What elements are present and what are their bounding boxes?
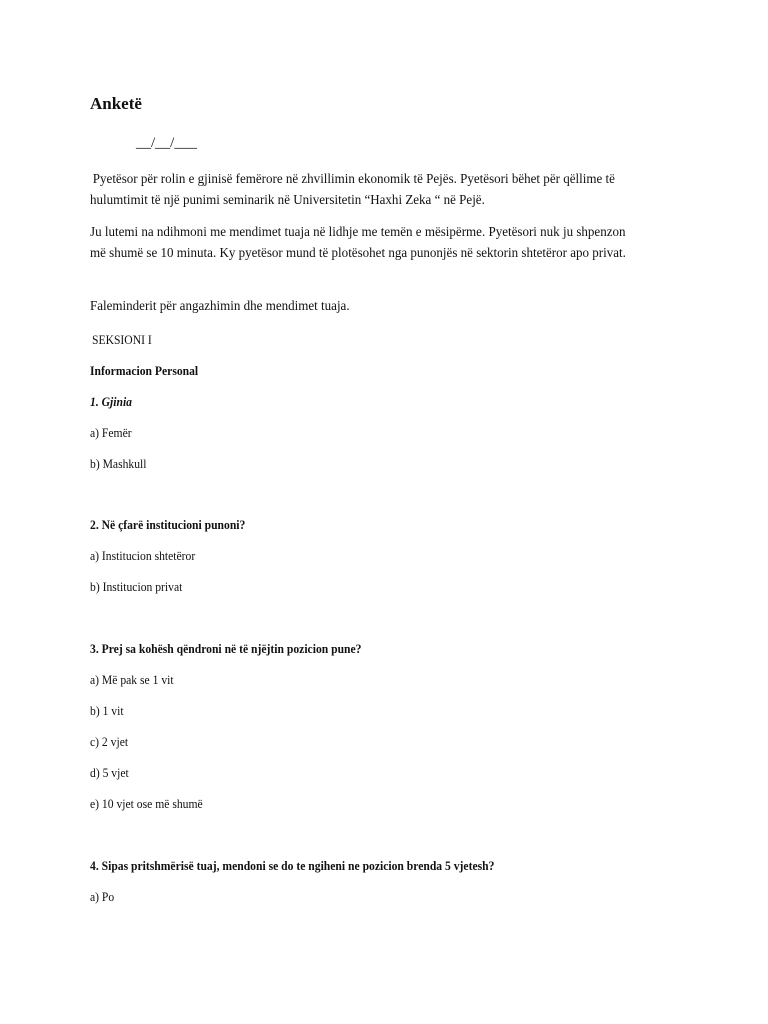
question-2-option-b: b) Institucion privat — [90, 580, 183, 594]
question-1-option-a: a) Femër — [90, 426, 132, 440]
intro-paragraph: Pyetësor për rolin e gjinisë femërore në zhvillimin ekonomik të Pejës. Pyetësori bëhet për qëllime të hulumtimit të një punimi seminarik në Universitetin “Haxhi Zeka “ në Pejë. — [90, 172, 615, 208]
question-3-option-b: b) 1 vit — [90, 704, 124, 718]
question-3-option-a: a) Më pak se 1 vit — [90, 673, 174, 687]
section-label: SEKSIONI I — [92, 333, 152, 347]
question-2-option-a: a) Institucion shtetëror — [90, 549, 196, 563]
question-3: 3. Prej sa kohësh qëndroni në të njëjtin pozicion pune? — [90, 642, 362, 656]
question-1: 1. Gjinia — [90, 395, 132, 409]
question-1-option-b: b) Mashkull — [90, 457, 147, 471]
document-title: Anketë — [90, 94, 142, 113]
question-3-option-e: e) 10 vjet ose më shumë — [90, 797, 203, 811]
question-3-option-c: c) 2 vjet — [90, 735, 129, 749]
question-4: 4. Sipas pritshmërisë tuaj, mendoni se do te ngiheni ne pozicion brenda 5 vjetesh? — [90, 859, 495, 873]
instructions-paragraph: Ju lutemi na ndihmoni me mendimet tuaja në lidhje me temën e mësipërme. Pyetësori nuk ju shpenzon më shumë se 10 minuta. Ky pyetësor mund të plotësohet nga punonjës në sektorin shtetëror apo privat. — [90, 225, 626, 261]
question-4-option-a: a) Po — [90, 890, 115, 904]
question-2: 2. Në çfarë institucioni punoni? — [90, 518, 246, 532]
question-3-option-d: d) 5 vjet — [90, 766, 129, 780]
date-line: __/__/___ — [136, 135, 197, 151]
section-subtitle: Informacion Personal — [90, 364, 199, 378]
thanks-paragraph: Faleminderit për angazhimin dhe mendimet tuaja. — [90, 299, 350, 314]
